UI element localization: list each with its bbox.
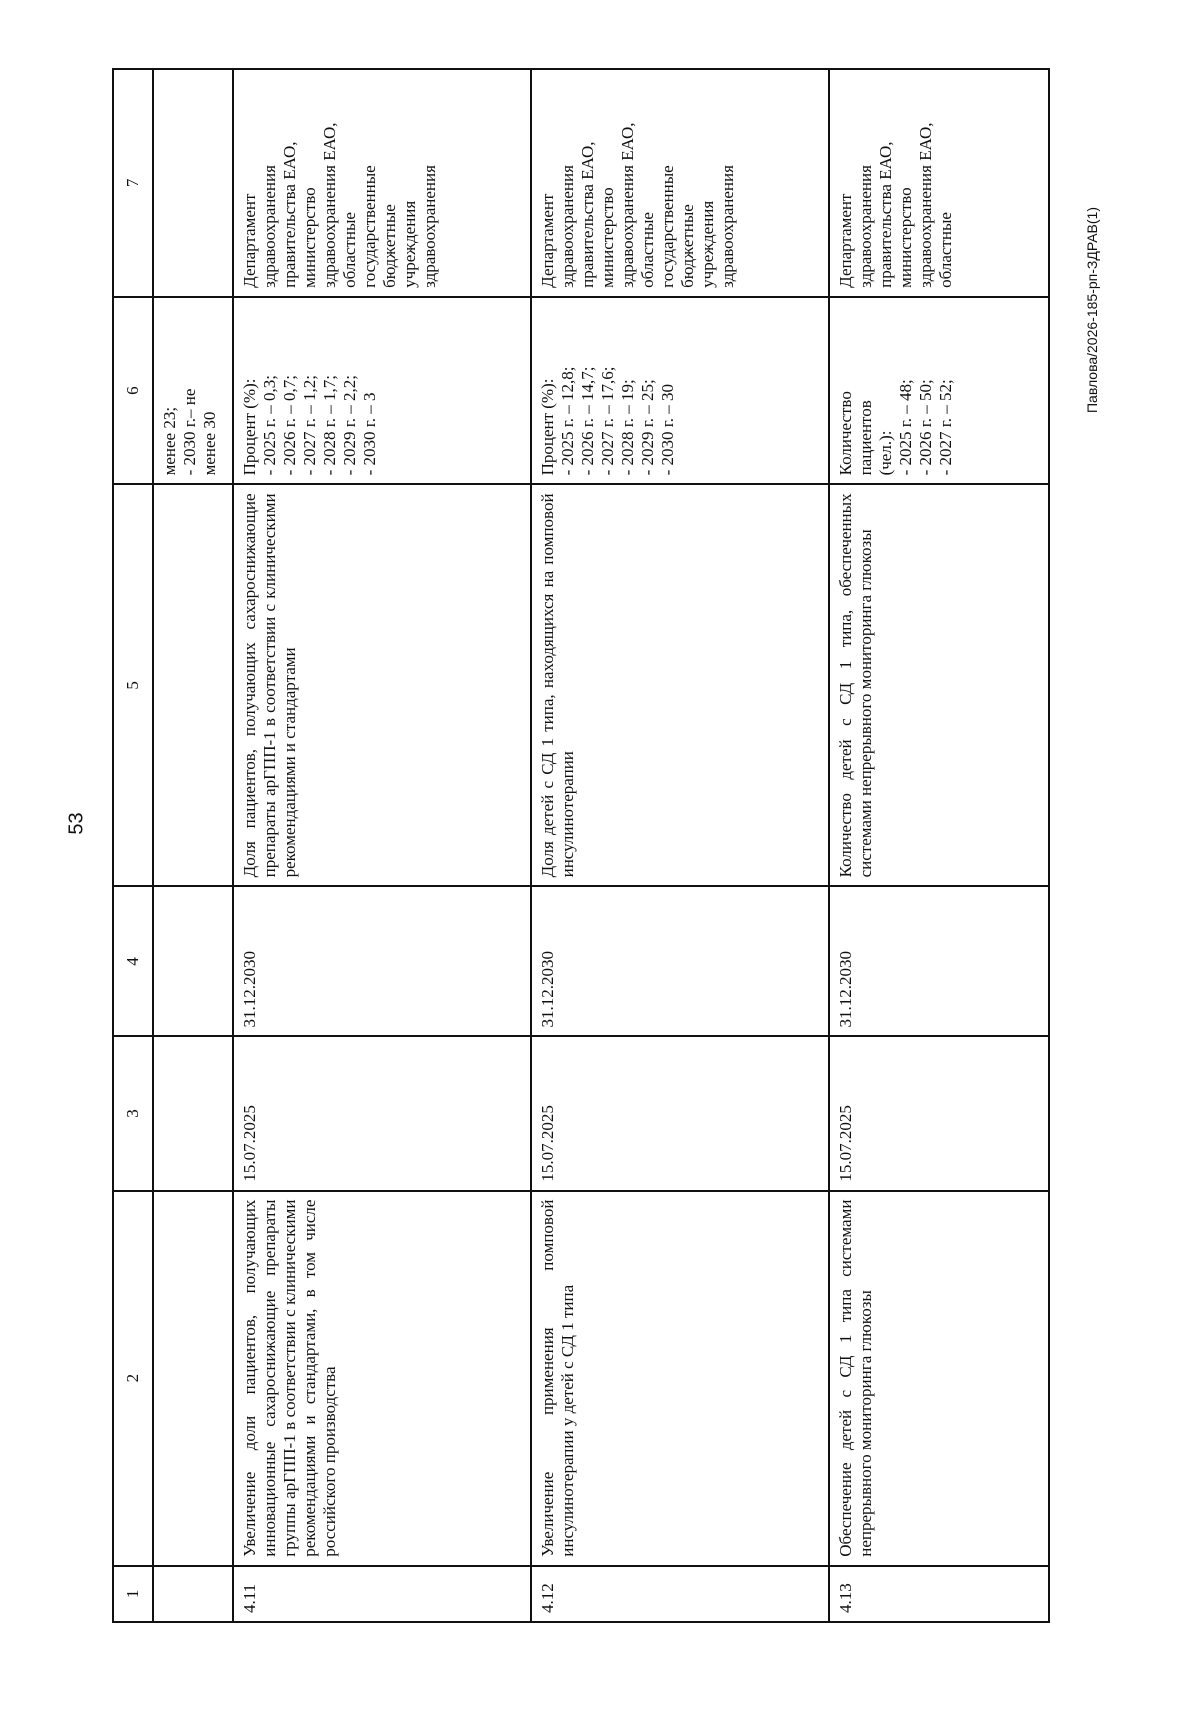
value-line: - 2026 г. – 50; bbox=[915, 379, 935, 476]
value-line: менее 23; bbox=[160, 406, 179, 476]
responsible-line: учреждения bbox=[698, 200, 718, 288]
responsible-line: здравоохранения ЕАО, bbox=[320, 122, 340, 288]
indicator-cell: Доля детей с СД 1 типа, находящихся на помповой инсулинотерапии bbox=[531, 484, 829, 886]
value-line: - 2026 г. – 14,7; bbox=[578, 366, 597, 476]
column-header-3: 3 bbox=[113, 1036, 153, 1190]
cell bbox=[153, 69, 233, 297]
column-header-4: 4 bbox=[113, 886, 153, 1036]
page-number: 53 bbox=[65, 812, 88, 835]
responsible-line: бюджетные bbox=[380, 204, 400, 288]
responsible-line: Департамент bbox=[537, 193, 557, 288]
value-line: - 2029 г. – 2,2; bbox=[340, 374, 360, 476]
end-date: 31.12.2030 bbox=[233, 886, 531, 1036]
responsible-line: Департамент bbox=[240, 193, 260, 288]
responsible-cell bbox=[829, 69, 1049, 297]
continuation-values bbox=[153, 297, 233, 485]
end-date: 31.12.2030 bbox=[829, 886, 1049, 1036]
document-code bbox=[1080, 60, 1104, 560]
responsible-line: здравоохранения bbox=[260, 165, 280, 288]
responsible-line: областные bbox=[340, 212, 360, 288]
cell bbox=[153, 1566, 233, 1622]
value-line: - 2027 г. – 52; bbox=[936, 379, 956, 476]
responsible-line: министерство bbox=[300, 187, 320, 288]
responsible-line: государственные bbox=[658, 165, 678, 288]
value-line: Процент (%): bbox=[240, 378, 260, 476]
cell bbox=[153, 484, 233, 886]
responsible-line: министерство bbox=[598, 187, 618, 288]
indicator-cell: Количество детей с СД 1 типа, обеспеченных системами непрерывного мониторинга глюкозы bbox=[829, 484, 1049, 886]
value-line: - 2025 г. – 0,3; bbox=[260, 374, 280, 476]
task-cell: Увеличение доли пациентов, получающих инновационные сахароснижающие препараты группы арГПП-1 в соответствии с клиническими рекомендациями и стандартами, в том числе российского производства bbox=[233, 1191, 531, 1566]
value-line: - 2028 г. – 19; bbox=[618, 379, 638, 476]
continuation-row bbox=[153, 69, 233, 1622]
responsible-line: здравоохранения bbox=[855, 165, 875, 288]
table-container bbox=[112, 68, 1050, 1623]
task-cell: Увеличение применения помповой инсулинотерапии у детей с СД 1 типа bbox=[531, 1191, 829, 1566]
document-code-text: Павлова/2026-185-рп-ЗДРАВ(1) bbox=[1084, 206, 1100, 414]
task-cell: Обеспечение детей с СД 1 типа системами непрерывного мониторинга глюкозы bbox=[829, 1191, 1049, 1566]
indicator-cell: Доля пациентов, получающих сахароснижающие препараты арГПП-1 в соответствии с клиническими рекомендациями и стандартами bbox=[233, 484, 531, 886]
value-line: - 2027 г. – 17,6; bbox=[598, 366, 618, 476]
cell bbox=[153, 886, 233, 1036]
start-date: 15.07.2025 bbox=[233, 1036, 531, 1190]
start-date: 15.07.2025 bbox=[829, 1036, 1049, 1190]
column-header-2: 2 bbox=[113, 1191, 153, 1566]
header-row bbox=[113, 69, 153, 1622]
value-line: - 2029 г. – 25; bbox=[638, 379, 658, 476]
end-date: 31.12.2030 bbox=[531, 886, 829, 1036]
responsible-line: государственные bbox=[360, 165, 380, 288]
values-cell bbox=[829, 297, 1049, 485]
value-line: Процент (%): bbox=[537, 378, 557, 476]
responsible-line: министерство bbox=[895, 187, 915, 288]
responsible-line: учреждения bbox=[400, 200, 420, 288]
values-cell bbox=[233, 297, 531, 485]
value-line: - 2030 г. – 30 bbox=[658, 383, 678, 476]
measures-table bbox=[112, 68, 1050, 1623]
responsible-line: бюджетные bbox=[678, 204, 698, 288]
responsible-cell bbox=[233, 69, 531, 297]
responsible-line: здравоохранения bbox=[718, 165, 738, 288]
value-line: - 2025 г. – 12,8; bbox=[557, 366, 577, 476]
value-line: пациентов bbox=[855, 400, 875, 476]
column-header-1: 1 bbox=[113, 1566, 153, 1622]
responsible-line: здравоохранения ЕАО, bbox=[618, 122, 638, 288]
table-row bbox=[233, 69, 531, 1622]
value-line: - 2026 г. – 0,7; bbox=[280, 374, 300, 476]
values-cell bbox=[531, 297, 829, 485]
cell bbox=[153, 1036, 233, 1190]
responsible-line: областные bbox=[936, 212, 956, 288]
column-header-6: 6 bbox=[113, 297, 153, 485]
responsible-line: здравоохранения ЕАО, bbox=[915, 122, 935, 288]
responsible-line: здравоохранения bbox=[420, 165, 440, 288]
row-number: 4.12 bbox=[531, 1566, 829, 1622]
responsible-line: областные bbox=[638, 212, 658, 288]
value-line: - 2027 г. – 1,2; bbox=[300, 374, 320, 476]
value-line: - 2030 г. – 3 bbox=[360, 392, 380, 476]
responsible-line: правительства ЕАО, bbox=[280, 141, 300, 288]
column-header-7: 7 bbox=[113, 69, 153, 297]
responsible-line: Департамент bbox=[835, 193, 855, 288]
value-line: менее 30 bbox=[200, 411, 220, 476]
responsible-line: правительства ЕАО, bbox=[578, 141, 597, 288]
row-number: 4.13 bbox=[829, 1566, 1049, 1622]
responsible-line: правительства ЕАО, bbox=[875, 141, 895, 288]
row-number: 4.11 bbox=[233, 1566, 531, 1622]
value-line: Количество bbox=[835, 391, 855, 476]
responsible-line: здравоохранения bbox=[557, 165, 577, 288]
table-row bbox=[829, 69, 1049, 1622]
responsible-cell bbox=[531, 69, 829, 297]
table-row bbox=[531, 69, 829, 1622]
value-line: - 2028 г. – 1,7; bbox=[320, 374, 340, 476]
value-line: (чел.): bbox=[875, 430, 895, 476]
start-date: 15.07.2025 bbox=[531, 1036, 829, 1190]
cell bbox=[153, 1191, 233, 1566]
column-header-5: 5 bbox=[113, 484, 153, 886]
value-line: - 2025 г. – 48; bbox=[895, 379, 915, 476]
value-line: - 2030 г.– не bbox=[180, 388, 200, 476]
